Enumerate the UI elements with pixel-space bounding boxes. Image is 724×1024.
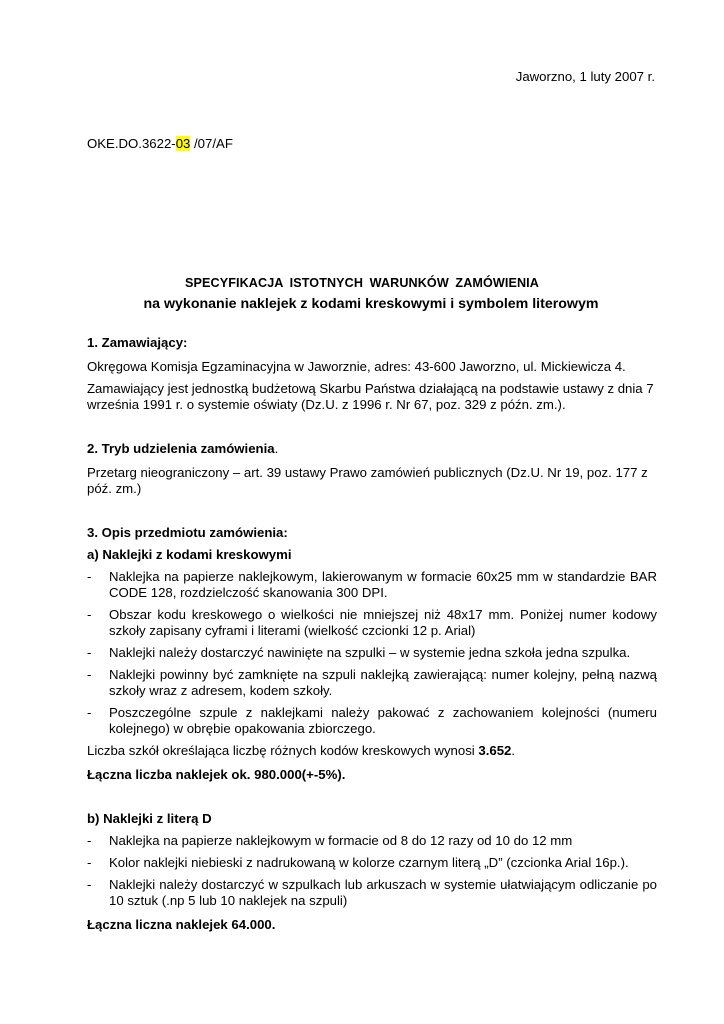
list-item-text: Naklejki należy dostarczyć w szpulkach lub arkuszach w systemie ułatwiającym odliczanie po 10 sztuk (.np 5 lub 10 naklejek na szpuli)	[109, 877, 657, 908]
list-item	[87, 877, 657, 909]
section2-heading-text: 2. Tryb udzielenia zamówienia	[87, 441, 275, 456]
section3-heading: 3. Opis przedmiotu zamówienia:	[87, 525, 288, 540]
list-item-text: Kolor naklejki niebieski z nadrukowaną w kolorze czarnym literą „D” (czcionka Arial 16p.).	[109, 855, 629, 870]
list-item	[87, 645, 657, 661]
section1-paragraph-2: Zamawiający jest jednostką budżetową Skarbu Państwa działającą na podstawie ustawy z dnia 7 września 1991 r. o systemie oświaty (Dz.U. z 1996 r. Nr 67, poz. 329 z późn. zm.).	[87, 381, 654, 412]
bullet-dash: -	[87, 667, 92, 682]
list-item-text: Poszczególne szpule z naklejkami należy pakować z zachowaniem kolejności (numeru kolejnego) w obrębie opakowania zbiorczego.	[109, 705, 657, 736]
section1-heading: 1. Zamawiający:	[87, 335, 188, 350]
list-a	[87, 569, 657, 737]
section2-heading	[87, 441, 657, 457]
list-item-text: Naklejka na papierze naklejkowym w formacie od 8 do 12 razy od 10 do 12 mm	[109, 833, 573, 848]
list-b	[87, 833, 657, 909]
list-item-text: Naklejka na papierze naklejkowym, lakierowanym w formacie 60x25 mm w standardzie BAR CODE 128, rozdzielczość skanowania 300 DPI.	[109, 569, 657, 600]
total-a: Łączna liczba naklejek ok. 980.000(+-5%).	[87, 767, 346, 782]
reference-suffix: /07/AF	[190, 136, 233, 151]
list-item	[87, 569, 657, 601]
section2-heading-tail: .	[274, 441, 279, 456]
bullet-dash: -	[87, 645, 92, 660]
section2-paragraph-1: Przetarg nieograniczony – art. 39 ustawy Prawo zamówień publicznych (Dz.U. Nr 19, poz. 177 z póź. zm.)	[87, 465, 648, 496]
list-item-text: Naklejki należy dostarczyć nawinięte na szpulki – w systemie jedna szkoła jedna szpulka.	[109, 645, 631, 660]
document-title: SPECYFIKACJA ISTOTNYCH WARUNKÓW ZAMÓWIENIA	[185, 276, 539, 290]
list-item-text: Naklejki powinny być zamknięte na szpuli naklejką zawierającą: numer kolejny, pełną nazwą szkoły wraz z adresem, kodem szkoły.	[109, 667, 657, 698]
section3-subheading-b: b) Naklejki z literą D	[87, 811, 212, 826]
bullet-dash: -	[87, 607, 92, 622]
section3-subheading-a: a) Naklejki z kodami kreskowymi	[87, 547, 292, 562]
reference-prefix: OKE.DO.3622-	[87, 136, 176, 151]
list-item-text: Obszar kodu kreskowego o wielkości nie mniejszej niż 48x17 mm. Poniżej numer kodowy szkoły zapisany cyframi i literami (wielkość czcionki 12 p. Arial)	[109, 607, 657, 638]
list-item	[87, 855, 657, 871]
document-subtitle: na wykonanie naklejek z kodami kreskowymi i symbolem literowym	[143, 296, 599, 312]
list-item	[87, 607, 657, 639]
bullet-dash: -	[87, 569, 92, 584]
document-body	[87, 335, 657, 933]
bullet-dash: -	[87, 877, 92, 892]
date-line: Jaworzno, 1 luty 2007 r.	[515, 69, 655, 84]
bullet-dash: -	[87, 855, 92, 870]
school-count-line	[87, 743, 657, 759]
section1-paragraph-1: Okręgowa Komisja Egzaminacyjna w Jaworznie, adres: 43-600 Jaworzno, ul. Mickiewicza 4.	[87, 359, 626, 374]
list-item	[87, 833, 657, 849]
school-count-text: Liczba szkół określająca liczbę różnych kodów kreskowych wynosi	[87, 743, 479, 758]
school-count-tail: .	[511, 743, 516, 758]
list-item	[87, 667, 657, 699]
reference-highlight: 03	[175, 136, 191, 151]
reference-number	[87, 136, 233, 151]
bullet-dash: -	[87, 833, 92, 848]
school-count-value: 3.652	[478, 743, 512, 758]
bullet-dash: -	[87, 705, 92, 720]
list-item	[87, 705, 657, 737]
total-b: Łączna liczna naklejek 64.000.	[87, 917, 276, 932]
